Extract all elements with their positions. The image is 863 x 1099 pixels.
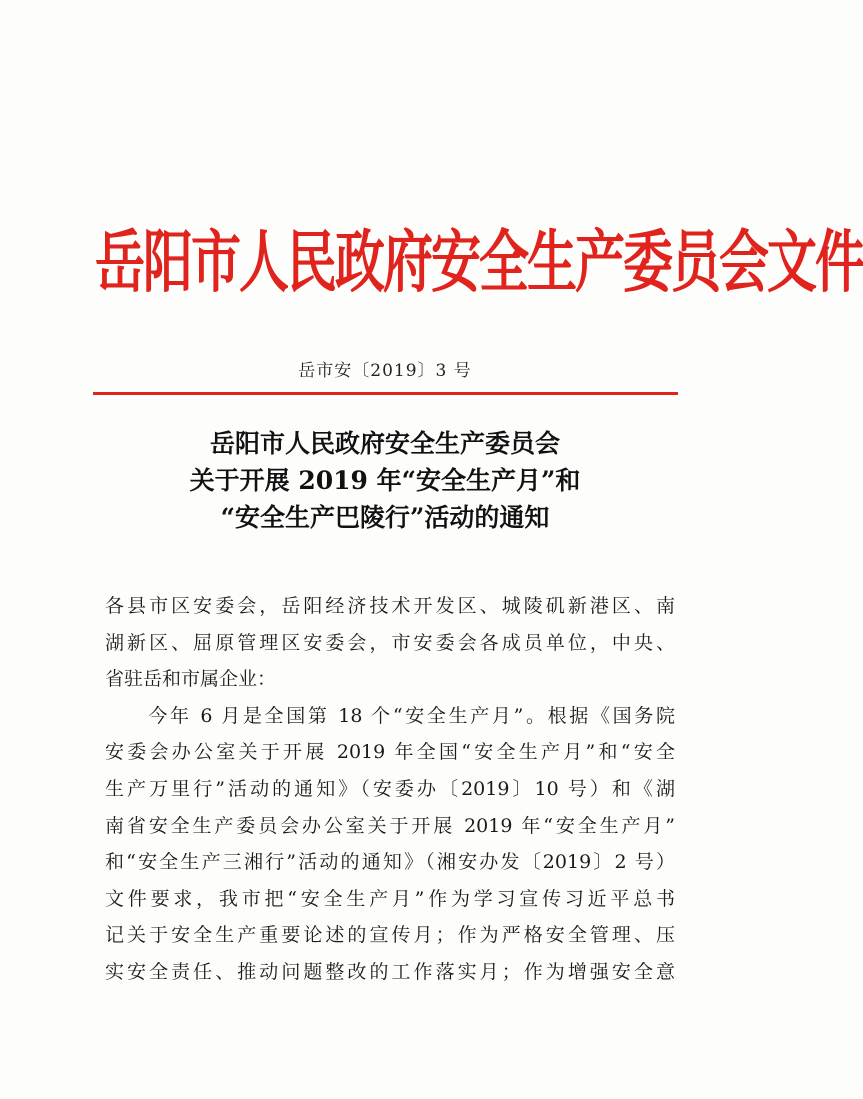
body-line: 生产万里行”活动的通知》（安委办〔2019〕10 号）和《湖 [105,777,675,800]
body-line: 记关于安全生产重要论述的宣传月；作为严格安全管理、压 [105,924,675,947]
notice-body [105,588,675,991]
body-line: 省驻岳和市属企业： [105,668,277,691]
body-line: 安委会办公室关于开展 2019 年全国“安全生产月”和“安全 [105,741,675,764]
body-line: 文件要求，我市把“安全生产月”作为学习宣传习近平总书 [105,887,675,910]
body-line: 实安全责任、推动问题整改的工作落实月；作为增强安全意 [105,960,675,983]
body-line: 南省安全生产委员会办公室关于开展 2019 年“安全生产月” [105,814,675,837]
notice-title [0,425,770,536]
title-line: 关于开展 2019 年“安全生产月”和 [189,466,581,495]
title-line: 岳阳市人民政府安全生产委员会 [209,429,560,458]
body-line: 各县市区安委会，岳阳经济技术开发区、城陵矶新港区、南 [105,595,675,617]
document-number: 岳市安〔2019〕3 号 [298,361,472,381]
masthead-title: 岳阳市人民政府安全生产委员会文件 [95,223,863,302]
body-line: 和“安全生产三湘行”活动的通知》（湘安办发〔2019〕2 号） [105,851,675,874]
body-line: 今年 6 月是全国第 18 个“安全生产月”。根据《国务院 [105,704,675,727]
body-line: 湖新区、屈原管理区安委会，市安委会各成员单位，中央、 [105,631,675,654]
title-line: “安全生产巴陵行”活动的通知 [220,503,550,532]
red-divider-line [93,392,678,395]
